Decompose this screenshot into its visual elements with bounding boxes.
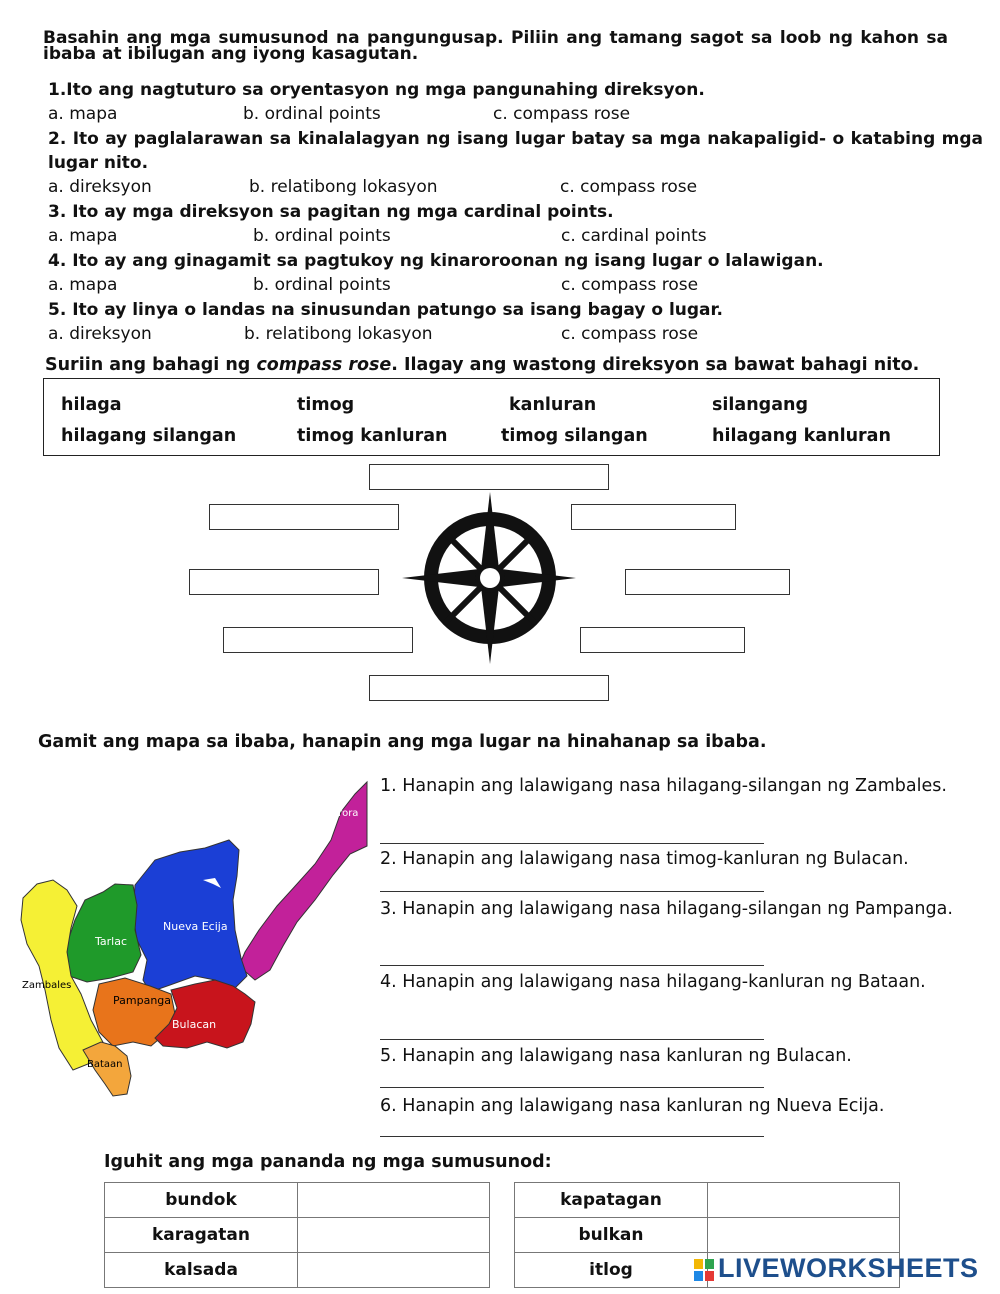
compass-section-title: Suriin ang bahagi ng compass rose. Ilagay ang wastong direksyon sa bawat bahagi nito. xyxy=(45,355,920,375)
map-label-aurora: Aurora xyxy=(325,808,359,819)
q4-option-c[interactable]: c. compass rose xyxy=(561,275,699,295)
word-timog[interactable]: timog xyxy=(297,395,355,415)
map-label-nueva-ecija: Nueva Ecija xyxy=(163,920,228,933)
symbol-draw-cell-karagatan[interactable] xyxy=(298,1218,490,1253)
map-label-bulacan: Bulacan xyxy=(172,1018,217,1031)
q2-option-b[interactable]: b. relatibong lokasyon xyxy=(249,177,438,197)
symbol-label-kalsada: kalsada xyxy=(105,1253,298,1288)
answer-line-4[interactable] xyxy=(380,1039,764,1040)
table-row xyxy=(105,1183,490,1218)
answer-box-northwest[interactable] xyxy=(209,504,399,530)
table-row xyxy=(105,1218,490,1253)
central-luzon-map xyxy=(15,780,375,1115)
answer-line-3[interactable] xyxy=(380,965,764,966)
map-question-1: 1. Hanapin ang lalawigang nasa hilagang-silangan ng Zambales. xyxy=(380,776,947,796)
q4-option-a[interactable]: a. mapa xyxy=(48,275,118,295)
answer-box-north[interactable] xyxy=(369,464,609,490)
question-4: 4. Ito ay ang ginagamit sa pagtukoy ng kinaroroonan ng isang lugar o lalawigan. xyxy=(48,251,824,271)
symbol-label-kapatagan: kapatagan xyxy=(515,1183,708,1218)
q4-option-b[interactable]: b. ordinal points xyxy=(253,275,391,295)
map-question-5: 5. Hanapin ang lalawigang nasa kanluran ng Bulacan. xyxy=(380,1046,852,1066)
map-label-tarlac: Tarlac xyxy=(95,935,128,948)
word-timog-kanluran[interactable]: timog kanluran xyxy=(297,426,448,446)
answer-line-2[interactable] xyxy=(380,891,764,892)
word-hilagang-silangan[interactable]: hilagang silangan xyxy=(61,426,237,446)
answer-box-northeast[interactable] xyxy=(571,504,736,530)
map-question-2: 2. Hanapin ang lalawigang nasa timog-kanluran ng Bulacan. xyxy=(380,849,909,869)
word-hilaga[interactable]: hilaga xyxy=(61,395,122,415)
table-row xyxy=(515,1218,900,1253)
liveworksheets-watermark xyxy=(694,1253,979,1284)
map-label-zambales: Zambales xyxy=(22,980,72,991)
q2-option-c[interactable]: c. compass rose xyxy=(560,177,698,197)
table-row xyxy=(105,1253,490,1288)
word-hilagang-kanluran[interactable]: hilagang kanluran xyxy=(712,426,891,446)
symbol-draw-cell-bundok[interactable] xyxy=(298,1183,490,1218)
answer-box-south[interactable] xyxy=(369,675,609,701)
symbols-table-left xyxy=(104,1182,490,1288)
symbols-section-title: Iguhit ang mga pananda ng mga sumusunod: xyxy=(104,1152,552,1172)
symbol-draw-cell-kalsada[interactable] xyxy=(298,1253,490,1288)
q1-option-a[interactable]: a. mapa xyxy=(48,104,118,124)
q3-option-a[interactable]: a. mapa xyxy=(48,226,118,246)
answer-line-6[interactable] xyxy=(380,1136,764,1137)
liveworksheets-logo-icon xyxy=(694,1259,714,1281)
symbol-label-bulkan: bulkan xyxy=(515,1218,708,1253)
question-1: 1.Ito ang nagtuturo sa oryentasyon ng mga pangunahing direksyon. xyxy=(48,80,705,100)
watermark-text: LIVEWORKSHEETS xyxy=(718,1253,979,1283)
map-question-4: 4. Hanapin ang lalawigang nasa hilagang-kanluran ng Bataan. xyxy=(380,972,926,992)
symbol-label-itlog: itlog xyxy=(515,1253,708,1288)
symbol-draw-cell-bulkan[interactable] xyxy=(708,1218,900,1253)
q5-option-c[interactable]: c. compass rose xyxy=(561,324,699,344)
word-silangang[interactable]: silangang xyxy=(712,395,809,415)
word-timog-silangan[interactable]: timog silangan xyxy=(501,426,648,446)
word-kanluran[interactable]: kanluran xyxy=(509,395,597,415)
question-2: 2. Ito ay paglalarawan sa kinalalagyan ng isang lugar batay sa mga nakapaligid- o katabing mga lugar nito. xyxy=(48,129,983,173)
q5-option-a[interactable]: a. direksyon xyxy=(48,324,152,344)
word-bank xyxy=(43,378,940,456)
q3-option-c[interactable]: c. cardinal points xyxy=(561,226,707,246)
instructions: Basahin ang mga sumusunod na pangungusap. Piliin ang tamang sagot sa loob ng kahon sa ibaba at ibilugan ang iyong kasagutan. xyxy=(43,28,948,64)
answer-box-southeast[interactable] xyxy=(580,627,745,653)
answer-line-1[interactable] xyxy=(380,843,764,844)
q1-option-c[interactable]: c. compass rose xyxy=(493,104,631,124)
question-5: 5. Ito ay linya o landas na sinusundan patungo sa isang bagay o lugar. xyxy=(48,300,723,320)
answer-box-west[interactable] xyxy=(189,569,379,595)
answer-box-east[interactable] xyxy=(625,569,790,595)
map-section-title: Gamit ang mapa sa ibaba, hanapin ang mga lugar na hinahanap sa ibaba. xyxy=(38,732,767,752)
map-question-3: 3. Hanapin ang lalawigang nasa hilagang-silangan ng Pampanga. xyxy=(380,899,953,919)
map-question-6: 6. Hanapin ang lalawigang nasa kanluran ng Nueva Ecija. xyxy=(380,1096,885,1116)
answer-box-southwest[interactable] xyxy=(223,627,413,653)
compass-rose-icon xyxy=(400,490,580,670)
answer-line-5[interactable] xyxy=(380,1087,764,1088)
map-label-pampanga: Pampanga xyxy=(113,994,172,1007)
map-label-bataan: Bataan xyxy=(87,1059,123,1070)
q3-option-b[interactable]: b. ordinal points xyxy=(253,226,391,246)
table-row xyxy=(515,1183,900,1218)
symbol-label-bundok: bundok xyxy=(105,1183,298,1218)
q5-option-b[interactable]: b. relatibong lokasyon xyxy=(244,324,433,344)
symbol-label-karagatan: karagatan xyxy=(105,1218,298,1253)
q2-option-a[interactable]: a. direksyon xyxy=(48,177,152,197)
symbol-draw-cell-kapatagan[interactable] xyxy=(708,1183,900,1218)
q1-option-b[interactable]: b. ordinal points xyxy=(243,104,381,124)
question-3: 3. Ito ay mga direksyon sa pagitan ng mga cardinal points. xyxy=(48,202,614,222)
